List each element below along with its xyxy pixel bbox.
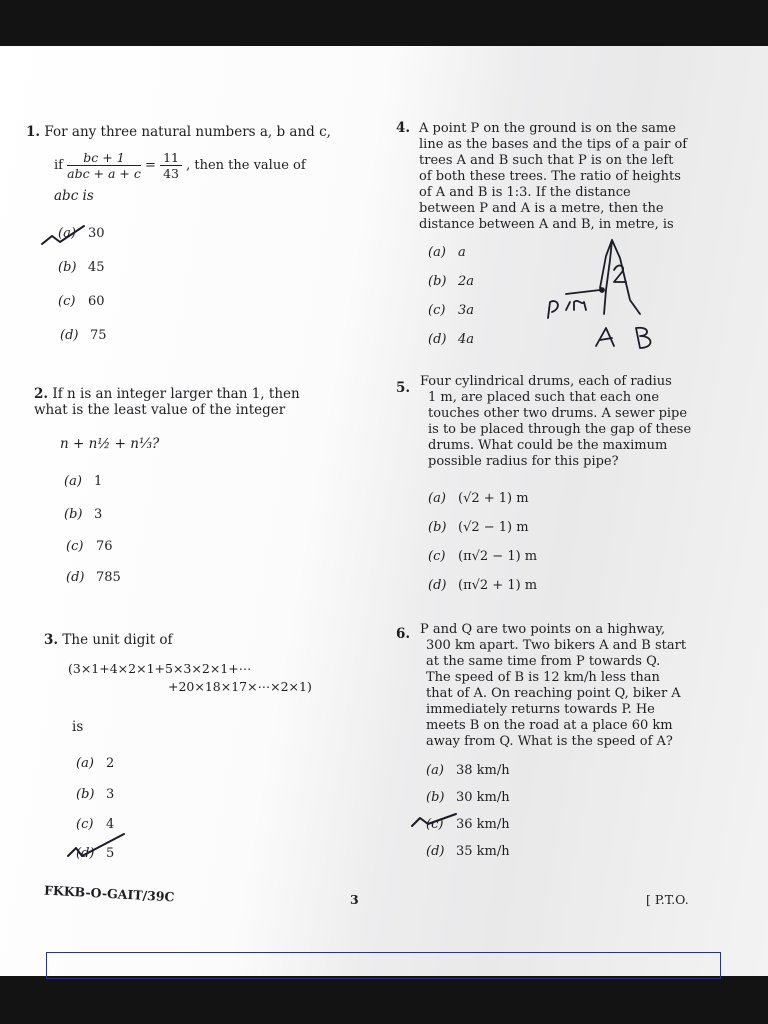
stem-line: 1 m, are placed such that each one xyxy=(428,390,660,405)
stem-line: P and Q are two points on a highway, xyxy=(420,622,666,637)
option-text: (√2 + 1) m xyxy=(458,491,529,506)
fraction-denominator: 43 xyxy=(163,166,179,181)
option-text: 75 xyxy=(90,328,107,343)
option-text: 785 xyxy=(96,570,121,585)
question-stem: The unit digit of xyxy=(62,632,173,648)
option-3b[interactable] xyxy=(76,787,114,802)
question-tail: abc is xyxy=(54,188,94,204)
fraction-left xyxy=(67,150,141,181)
option-label: (c) xyxy=(428,303,446,318)
option-label: (c) xyxy=(76,817,94,832)
stem-line: distance between A and B, in metre, is xyxy=(419,217,674,232)
option-text: 36 km/h xyxy=(456,817,510,832)
option-2c[interactable] xyxy=(66,539,113,554)
question-2 xyxy=(34,386,336,418)
paper-code: FKKB-O-GAIT/39C xyxy=(43,882,175,905)
option-text: (π√2 + 1) m xyxy=(458,578,538,593)
option-text: a xyxy=(458,245,466,260)
math-expression: +20×18×17×⋯×2×1) xyxy=(168,679,312,694)
question-number: 6. xyxy=(396,626,411,642)
option-4d[interactable] xyxy=(428,332,474,347)
stem-line: possible radius for this pipe? xyxy=(428,454,619,469)
stem-line: 300 km apart. Two bikers A and B start xyxy=(426,638,687,653)
option-1d[interactable] xyxy=(60,328,107,343)
option-label: (c) xyxy=(66,539,84,554)
option-text: 2 xyxy=(106,756,115,771)
option-4b[interactable] xyxy=(428,274,474,289)
option-text: 38 km/h xyxy=(456,763,510,778)
question-4-stem xyxy=(419,121,709,233)
option-text: 3 xyxy=(94,507,103,522)
question-number: 5. xyxy=(396,380,411,396)
stem-line: between P and A is a metre, then the xyxy=(419,201,664,216)
option-3a[interactable] xyxy=(76,756,114,771)
option-text: 4a xyxy=(458,332,475,347)
question-6-stem xyxy=(420,622,715,750)
question-paper-page xyxy=(0,46,768,976)
option-label: (c) xyxy=(426,817,444,832)
stem-line: that of A. On reaching point Q, biker A xyxy=(426,686,681,701)
question-number: 2. xyxy=(34,386,49,402)
option-label: (a) xyxy=(76,756,94,771)
question-1-condition xyxy=(54,150,344,181)
stem-line: A point P on the ground is on the same xyxy=(419,121,676,136)
fraction-numerator: bc + 1 xyxy=(67,150,141,166)
option-label: (d) xyxy=(76,846,95,861)
option-label: (b) xyxy=(58,260,77,275)
question-6 xyxy=(396,626,410,642)
option-text: (π√2 − 1) m xyxy=(458,549,538,564)
question-3 xyxy=(44,632,173,648)
option-text: 45 xyxy=(88,260,105,275)
option-6b[interactable] xyxy=(426,790,510,805)
stem-line: immediately returns towards P. He xyxy=(426,702,655,717)
stem-line: trees A and B such that P is on the left xyxy=(419,153,674,168)
option-2b[interactable] xyxy=(64,507,102,522)
stem-line: meets B on the road at a place 60 km xyxy=(426,718,673,733)
option-2a[interactable] xyxy=(64,474,102,489)
stem-line: drums. What could be the maximum xyxy=(428,438,668,453)
option-4c[interactable] xyxy=(428,303,474,318)
option-label: (b) xyxy=(428,274,447,289)
option-label: (a) xyxy=(428,245,446,260)
stem-line: at the same time from P towards Q. xyxy=(426,654,661,669)
option-label: (d) xyxy=(428,578,447,593)
option-label: (b) xyxy=(76,787,95,802)
question-5-stem xyxy=(420,374,712,470)
page-number: 3 xyxy=(350,892,359,907)
stem-line: The speed of B is 12 km/h less than xyxy=(426,670,660,685)
option-label: (d) xyxy=(60,328,79,343)
option-1c[interactable] xyxy=(58,294,105,309)
option-1b[interactable] xyxy=(58,260,105,275)
question-number: 1. xyxy=(26,124,41,140)
option-label: (c) xyxy=(428,549,446,564)
question-stem: For any three natural numbers a, b and c, xyxy=(44,124,331,140)
option-text: (√2 − 1) m xyxy=(458,520,529,535)
option-label: (c) xyxy=(58,294,76,309)
question-3-expression-line-1 xyxy=(68,661,251,677)
option-text: 30 km/h xyxy=(456,790,510,805)
option-label: (b) xyxy=(426,790,445,805)
question-1-tail xyxy=(54,188,94,204)
option-3c[interactable] xyxy=(76,817,114,832)
option-text: 3a xyxy=(458,303,475,318)
question-1 xyxy=(26,124,344,140)
option-label: (d) xyxy=(428,332,447,347)
option-label: (a) xyxy=(64,474,82,489)
question-tail: is xyxy=(72,719,84,735)
option-label: (b) xyxy=(64,507,83,522)
fraction-numerator: 11 xyxy=(160,150,182,166)
option-text: 76 xyxy=(96,539,113,554)
option-text: 2a xyxy=(458,274,475,289)
option-6d[interactable] xyxy=(426,844,510,859)
option-5b[interactable] xyxy=(428,520,529,535)
condition-text: , then the value of xyxy=(186,158,306,173)
option-label: (a) xyxy=(428,491,446,506)
option-text: 30 xyxy=(88,226,105,241)
question-number: 3. xyxy=(44,632,59,648)
if-label: if xyxy=(54,158,63,173)
question-5 xyxy=(396,380,410,396)
option-text: 35 km/h xyxy=(456,844,510,859)
please-turn-over: [ P.T.O. xyxy=(646,892,689,907)
option-4a[interactable] xyxy=(428,245,466,260)
option-text: 1 xyxy=(94,474,103,489)
math-expression: n + n½ + n⅓? xyxy=(60,436,160,452)
option-text: 3 xyxy=(106,787,115,802)
option-text: 60 xyxy=(88,294,105,309)
option-label: (b) xyxy=(428,520,447,535)
stem-line: is to be placed through the gap of these xyxy=(428,422,692,437)
option-text: 5 xyxy=(106,846,115,861)
stem-line: of both these trees. The ratio of heights xyxy=(419,169,681,184)
option-3d[interactable] xyxy=(76,846,114,861)
stem-line: away from Q. What is the speed of A? xyxy=(426,734,673,749)
question-3-expression-line-2 xyxy=(168,679,312,695)
fraction-right xyxy=(160,150,182,181)
fraction-denominator: abc + a + c xyxy=(67,166,141,181)
stem-line: touches other two drums. A sewer pipe xyxy=(428,406,688,421)
option-5c[interactable] xyxy=(428,549,537,564)
equals-sign: = xyxy=(145,158,156,173)
option-2d[interactable] xyxy=(66,570,121,585)
question-stem: If n is an integer larger than 1, then what is the least value of the integer xyxy=(34,386,300,418)
option-text: 4 xyxy=(106,817,115,832)
option-label: (a) xyxy=(58,226,76,241)
stem-line: line as the bases and the tips of a pair of xyxy=(419,137,688,152)
math-expression: (3×1+4×2×1+5×3×2×1+⋯ xyxy=(68,661,252,676)
selection-box xyxy=(46,952,721,979)
option-5d[interactable] xyxy=(428,578,537,593)
option-6a[interactable] xyxy=(426,763,510,778)
stem-line: Four cylindrical drums, each of radius xyxy=(420,374,672,389)
question-3-tail xyxy=(72,719,83,735)
question-number: 4. xyxy=(396,120,411,136)
stem-line: of A and B is 1:3. If the distance xyxy=(419,185,631,200)
option-label: (d) xyxy=(426,844,445,859)
question-2-expression xyxy=(60,436,159,452)
option-label: (a) xyxy=(426,763,444,778)
option-1a[interactable] xyxy=(58,226,105,241)
option-5a[interactable] xyxy=(428,491,529,506)
option-label: (d) xyxy=(66,570,85,585)
option-6c[interactable] xyxy=(426,817,510,832)
